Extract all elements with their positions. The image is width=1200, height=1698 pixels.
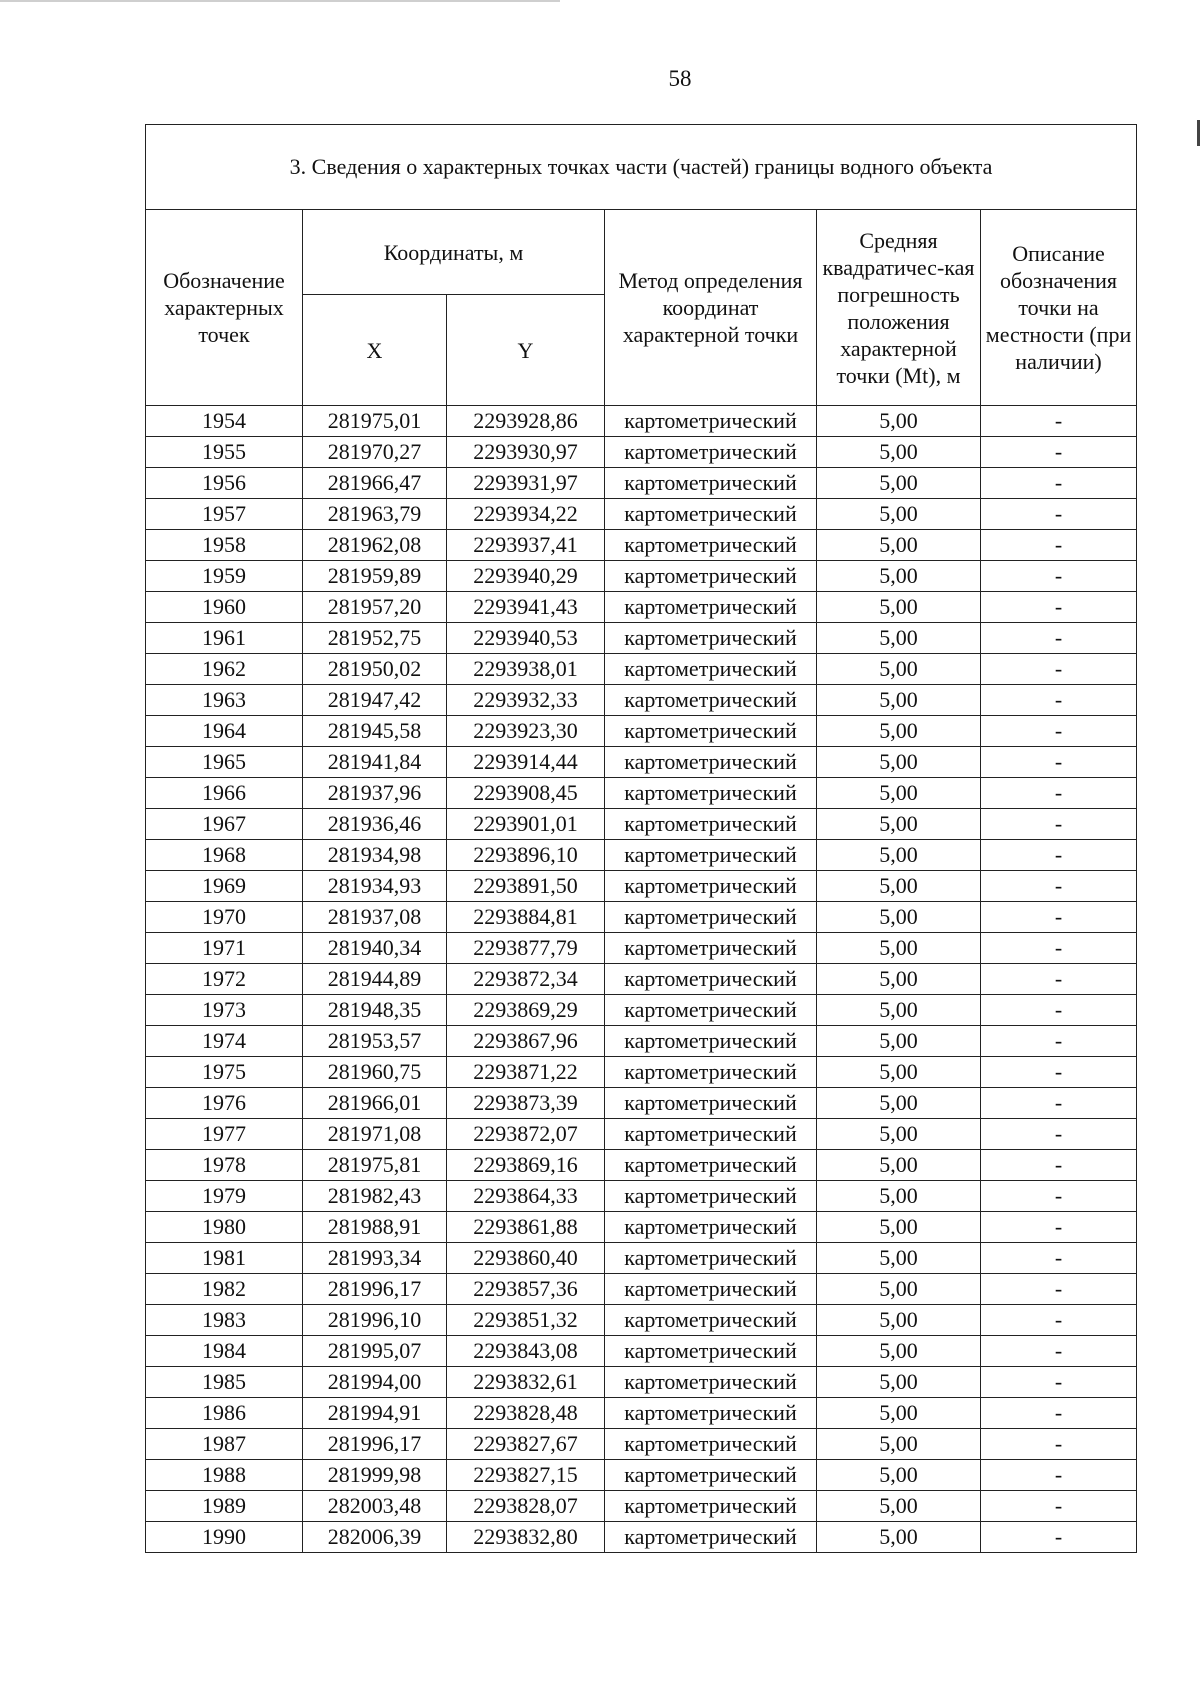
cell-error: 5,00 [817, 530, 981, 561]
cell-point: 1959 [146, 561, 303, 592]
cell-x: 281957,20 [303, 592, 447, 623]
cell-error: 5,00 [817, 1429, 981, 1460]
cell-point: 1984 [146, 1336, 303, 1367]
cell-x: 281996,17 [303, 1274, 447, 1305]
table-row [146, 499, 1137, 530]
cell-x: 282006,39 [303, 1522, 447, 1553]
header-method: Метод определения координат характерной точки [605, 210, 817, 406]
cell-point: 1964 [146, 716, 303, 747]
cell-point: 1969 [146, 871, 303, 902]
cell-point: 1965 [146, 747, 303, 778]
cell-y: 2293872,34 [447, 964, 605, 995]
cell-error: 5,00 [817, 933, 981, 964]
cell-x: 281988,91 [303, 1212, 447, 1243]
cell-error: 5,00 [817, 1088, 981, 1119]
cell-x: 281934,93 [303, 871, 447, 902]
cell-error: 5,00 [817, 654, 981, 685]
cell-point: 1955 [146, 437, 303, 468]
cell-point: 1980 [146, 1212, 303, 1243]
cell-y: 2293832,61 [447, 1367, 605, 1398]
cell-y: 2293931,97 [447, 468, 605, 499]
cell-point: 1960 [146, 592, 303, 623]
cell-y: 2293869,16 [447, 1150, 605, 1181]
cell-method: картометрический [605, 1367, 817, 1398]
cell-x: 281952,75 [303, 623, 447, 654]
table-row [146, 592, 1137, 623]
cell-method: картометрический [605, 592, 817, 623]
cell-error: 5,00 [817, 1491, 981, 1522]
cell-description: - [981, 437, 1137, 468]
table-body [146, 406, 1137, 1553]
cell-y: 2293827,67 [447, 1429, 605, 1460]
cell-x: 281950,02 [303, 654, 447, 685]
table-row [146, 716, 1137, 747]
cell-method: картометрический [605, 1460, 817, 1491]
cell-description: - [981, 499, 1137, 530]
cell-y: 2293832,80 [447, 1522, 605, 1553]
cell-point: 1974 [146, 1026, 303, 1057]
cell-x: 281996,17 [303, 1429, 447, 1460]
table-row [146, 530, 1137, 561]
cell-method: картометрический [605, 716, 817, 747]
cell-method: картометрический [605, 685, 817, 716]
cell-point: 1971 [146, 933, 303, 964]
cell-point: 1978 [146, 1150, 303, 1181]
cell-error: 5,00 [817, 437, 981, 468]
cell-error: 5,00 [817, 747, 981, 778]
cell-point: 1967 [146, 809, 303, 840]
cell-y: 2293934,22 [447, 499, 605, 530]
cell-error: 5,00 [817, 1150, 981, 1181]
header-x: X [303, 295, 447, 406]
cell-x: 281944,89 [303, 964, 447, 995]
cell-method: картометрический [605, 1212, 817, 1243]
cell-method: картометрический [605, 1150, 817, 1181]
cell-description: - [981, 1274, 1137, 1305]
cell-description: - [981, 1088, 1137, 1119]
cell-error: 5,00 [817, 1305, 981, 1336]
cell-point: 1973 [146, 995, 303, 1026]
table-row [146, 902, 1137, 933]
cell-method: картометрический [605, 654, 817, 685]
cell-point: 1986 [146, 1398, 303, 1429]
cell-point: 1989 [146, 1491, 303, 1522]
cell-x: 281975,01 [303, 406, 447, 437]
cell-method: картометрический [605, 1336, 817, 1367]
cell-error: 5,00 [817, 1026, 981, 1057]
table-row [146, 747, 1137, 778]
cell-point: 1987 [146, 1429, 303, 1460]
cell-y: 2293928,86 [447, 406, 605, 437]
cell-description: - [981, 561, 1137, 592]
cell-y: 2293871,22 [447, 1057, 605, 1088]
cell-y: 2293828,48 [447, 1398, 605, 1429]
cell-method: картометрический [605, 437, 817, 468]
cell-y: 2293932,33 [447, 685, 605, 716]
cell-point: 1970 [146, 902, 303, 933]
cell-x: 281971,08 [303, 1119, 447, 1150]
cell-error: 5,00 [817, 499, 981, 530]
table-row [146, 840, 1137, 871]
table-row [146, 933, 1137, 964]
table-row [146, 1243, 1137, 1274]
cell-error: 5,00 [817, 1119, 981, 1150]
cell-y: 2293896,10 [447, 840, 605, 871]
cell-error: 5,00 [817, 1522, 981, 1553]
cell-error: 5,00 [817, 778, 981, 809]
cell-point: 1977 [146, 1119, 303, 1150]
cell-x: 281966,01 [303, 1088, 447, 1119]
cell-description: - [981, 778, 1137, 809]
cell-x: 281947,42 [303, 685, 447, 716]
cell-description: - [981, 902, 1137, 933]
cell-y: 2293891,50 [447, 871, 605, 902]
table-row [146, 1398, 1137, 1429]
page-number: 58 [668, 66, 692, 91]
cell-error: 5,00 [817, 1398, 981, 1429]
cell-method: картометрический [605, 1274, 817, 1305]
table-row [146, 1088, 1137, 1119]
cell-description: - [981, 1522, 1137, 1553]
cell-error: 5,00 [817, 809, 981, 840]
table-row [146, 1057, 1137, 1088]
boundary-points-table [145, 124, 1137, 1553]
cell-error: 5,00 [817, 964, 981, 995]
cell-method: картометрический [605, 1398, 817, 1429]
cell-point: 1983 [146, 1305, 303, 1336]
cell-x: 281940,34 [303, 933, 447, 964]
cell-description: - [981, 1398, 1137, 1429]
cell-x: 281937,08 [303, 902, 447, 933]
cell-y: 2293869,29 [447, 995, 605, 1026]
cell-x: 281982,43 [303, 1181, 447, 1212]
cell-y: 2293914,44 [447, 747, 605, 778]
cell-x: 281975,81 [303, 1150, 447, 1181]
cell-error: 5,00 [817, 871, 981, 902]
header-coordinates: Координаты, м [303, 210, 605, 295]
cell-description: - [981, 716, 1137, 747]
cell-description: - [981, 1460, 1137, 1491]
cell-x: 281996,10 [303, 1305, 447, 1336]
cell-error: 5,00 [817, 1367, 981, 1398]
cell-method: картометрический [605, 1243, 817, 1274]
cell-method: картометрический [605, 809, 817, 840]
cell-description: - [981, 809, 1137, 840]
table-row [146, 1367, 1137, 1398]
cell-x: 282003,48 [303, 1491, 447, 1522]
header-y: Y [447, 295, 605, 406]
table-row [146, 1150, 1137, 1181]
cell-y: 2293857,36 [447, 1274, 605, 1305]
cell-description: - [981, 1336, 1137, 1367]
cell-point: 1975 [146, 1057, 303, 1088]
table-row [146, 1212, 1137, 1243]
cell-method: картометрический [605, 1305, 817, 1336]
cell-y: 2293843,08 [447, 1336, 605, 1367]
cell-y: 2293938,01 [447, 654, 605, 685]
cell-x: 281941,84 [303, 747, 447, 778]
cell-error: 5,00 [817, 623, 981, 654]
cell-method: картометрический [605, 1491, 817, 1522]
cell-description: - [981, 871, 1137, 902]
cell-x: 281953,57 [303, 1026, 447, 1057]
cell-y: 2293908,45 [447, 778, 605, 809]
cell-x: 281999,98 [303, 1460, 447, 1491]
table-row [146, 1491, 1137, 1522]
table-row [146, 1460, 1137, 1491]
cell-description: - [981, 747, 1137, 778]
cell-method: картометрический [605, 406, 817, 437]
cell-description: - [981, 995, 1137, 1026]
cell-description: - [981, 530, 1137, 561]
header-description: Описание обозначения точки на местности (при наличии) [981, 210, 1137, 406]
cell-method: картометрический [605, 995, 817, 1026]
cell-error: 5,00 [817, 685, 981, 716]
cell-method: картометрический [605, 1181, 817, 1212]
cell-description: - [981, 1057, 1137, 1088]
cell-description: - [981, 1212, 1137, 1243]
cell-description: - [981, 406, 1137, 437]
cell-error: 5,00 [817, 1460, 981, 1491]
cell-x: 281963,79 [303, 499, 447, 530]
cell-error: 5,00 [817, 1057, 981, 1088]
cell-method: картометрический [605, 1057, 817, 1088]
cell-x: 281994,00 [303, 1367, 447, 1398]
cell-x: 281966,47 [303, 468, 447, 499]
cell-point: 1982 [146, 1274, 303, 1305]
cell-description: - [981, 468, 1137, 499]
table-row [146, 1429, 1137, 1460]
cell-point: 1962 [146, 654, 303, 685]
table-row [146, 685, 1137, 716]
cell-method: картометрический [605, 902, 817, 933]
cell-point: 1956 [146, 468, 303, 499]
cell-point: 1958 [146, 530, 303, 561]
cell-error: 5,00 [817, 840, 981, 871]
section-title: 3. Сведения о характерных точках части (частей) границы водного объекта [146, 125, 1137, 210]
cell-x: 281993,34 [303, 1243, 447, 1274]
cell-y: 2293901,01 [447, 809, 605, 840]
scan-artifact-line [0, 0, 560, 2]
table-row [146, 468, 1137, 499]
cell-error: 5,00 [817, 1212, 981, 1243]
cell-method: картометрический [605, 1119, 817, 1150]
table-row [146, 1181, 1137, 1212]
cell-error: 5,00 [817, 406, 981, 437]
cell-point: 1966 [146, 778, 303, 809]
cell-error: 5,00 [817, 716, 981, 747]
table-row [146, 871, 1137, 902]
cell-y: 2293827,15 [447, 1460, 605, 1491]
cell-y: 2293940,29 [447, 561, 605, 592]
cell-point: 1968 [146, 840, 303, 871]
cell-point: 1961 [146, 623, 303, 654]
table-row [146, 1274, 1137, 1305]
cell-method: картометрический [605, 933, 817, 964]
table-row [146, 778, 1137, 809]
cell-description: - [981, 1150, 1137, 1181]
cell-method: картометрический [605, 747, 817, 778]
cell-y: 2293877,79 [447, 933, 605, 964]
cell-x: 281948,35 [303, 995, 447, 1026]
cell-description: - [981, 1491, 1137, 1522]
cell-description: - [981, 1026, 1137, 1057]
cell-method: картометрический [605, 964, 817, 995]
cell-error: 5,00 [817, 1274, 981, 1305]
cell-x: 281970,27 [303, 437, 447, 468]
cell-y: 2293940,53 [447, 623, 605, 654]
cell-y: 2293828,07 [447, 1491, 605, 1522]
table-row [146, 1305, 1137, 1336]
cell-error: 5,00 [817, 1181, 981, 1212]
cell-error: 5,00 [817, 468, 981, 499]
cell-description: - [981, 1119, 1137, 1150]
header-point: Обозначение характерных точек [146, 210, 303, 406]
cell-x: 281937,96 [303, 778, 447, 809]
cell-point: 1988 [146, 1460, 303, 1491]
cell-x: 281962,08 [303, 530, 447, 561]
cell-point: 1981 [146, 1243, 303, 1274]
table-row [146, 1336, 1137, 1367]
cell-description: - [981, 1429, 1137, 1460]
cell-description: - [981, 840, 1137, 871]
table-row [146, 406, 1137, 437]
table-row [146, 964, 1137, 995]
cell-method: картометрический [605, 1026, 817, 1057]
cell-error: 5,00 [817, 1336, 981, 1367]
cell-error: 5,00 [817, 561, 981, 592]
cell-y: 2293884,81 [447, 902, 605, 933]
cell-method: картометрический [605, 778, 817, 809]
cell-error: 5,00 [817, 902, 981, 933]
table-row [146, 1119, 1137, 1150]
cell-x: 281959,89 [303, 561, 447, 592]
cell-description: - [981, 685, 1137, 716]
cell-point: 1957 [146, 499, 303, 530]
cell-method: картометрический [605, 1088, 817, 1119]
cell-y: 2293873,39 [447, 1088, 605, 1119]
cell-error: 5,00 [817, 1243, 981, 1274]
cell-method: картометрический [605, 561, 817, 592]
cell-y: 2293860,40 [447, 1243, 605, 1274]
cell-point: 1985 [146, 1367, 303, 1398]
table-row [146, 1026, 1137, 1057]
cell-description: - [981, 1243, 1137, 1274]
table-row [146, 437, 1137, 468]
cell-method: картометрический [605, 871, 817, 902]
cell-point: 1990 [146, 1522, 303, 1553]
table-row [146, 561, 1137, 592]
cell-method: картометрический [605, 468, 817, 499]
header-error: Средняя квадратичес-кая погрешность положения характерной точки (Mt), м [817, 210, 981, 406]
cell-x: 281960,75 [303, 1057, 447, 1088]
cell-y: 2293941,43 [447, 592, 605, 623]
cell-y: 2293872,07 [447, 1119, 605, 1150]
cell-method: картометрический [605, 1522, 817, 1553]
table-row [146, 809, 1137, 840]
cell-description: - [981, 623, 1137, 654]
cell-point: 1979 [146, 1181, 303, 1212]
cell-error: 5,00 [817, 995, 981, 1026]
cell-x: 281995,07 [303, 1336, 447, 1367]
cell-point: 1972 [146, 964, 303, 995]
cell-description: - [981, 964, 1137, 995]
cell-y: 2293937,41 [447, 530, 605, 561]
cell-x: 281936,46 [303, 809, 447, 840]
cell-description: - [981, 1181, 1137, 1212]
table-row [146, 623, 1137, 654]
cell-error: 5,00 [817, 592, 981, 623]
table-row [146, 1522, 1137, 1553]
cell-y: 2293861,88 [447, 1212, 605, 1243]
cell-point: 1954 [146, 406, 303, 437]
cell-description: - [981, 933, 1137, 964]
cell-y: 2293851,32 [447, 1305, 605, 1336]
cell-method: картометрический [605, 1429, 817, 1460]
cell-y: 2293923,30 [447, 716, 605, 747]
cell-description: - [981, 1367, 1137, 1398]
table-row [146, 995, 1137, 1026]
cell-y: 2293864,33 [447, 1181, 605, 1212]
cell-description: - [981, 654, 1137, 685]
table-row [146, 654, 1137, 685]
cell-description: - [981, 1305, 1137, 1336]
cell-description: - [981, 592, 1137, 623]
cell-method: картометрический [605, 623, 817, 654]
cell-method: картометрический [605, 499, 817, 530]
cell-y: 2293930,97 [447, 437, 605, 468]
cell-method: картометрический [605, 840, 817, 871]
cell-point: 1963 [146, 685, 303, 716]
cell-x: 281994,91 [303, 1398, 447, 1429]
cell-y: 2293867,96 [447, 1026, 605, 1057]
cell-point: 1976 [146, 1088, 303, 1119]
cell-x: 281934,98 [303, 840, 447, 871]
cell-x: 281945,58 [303, 716, 447, 747]
cell-method: картометрический [605, 530, 817, 561]
